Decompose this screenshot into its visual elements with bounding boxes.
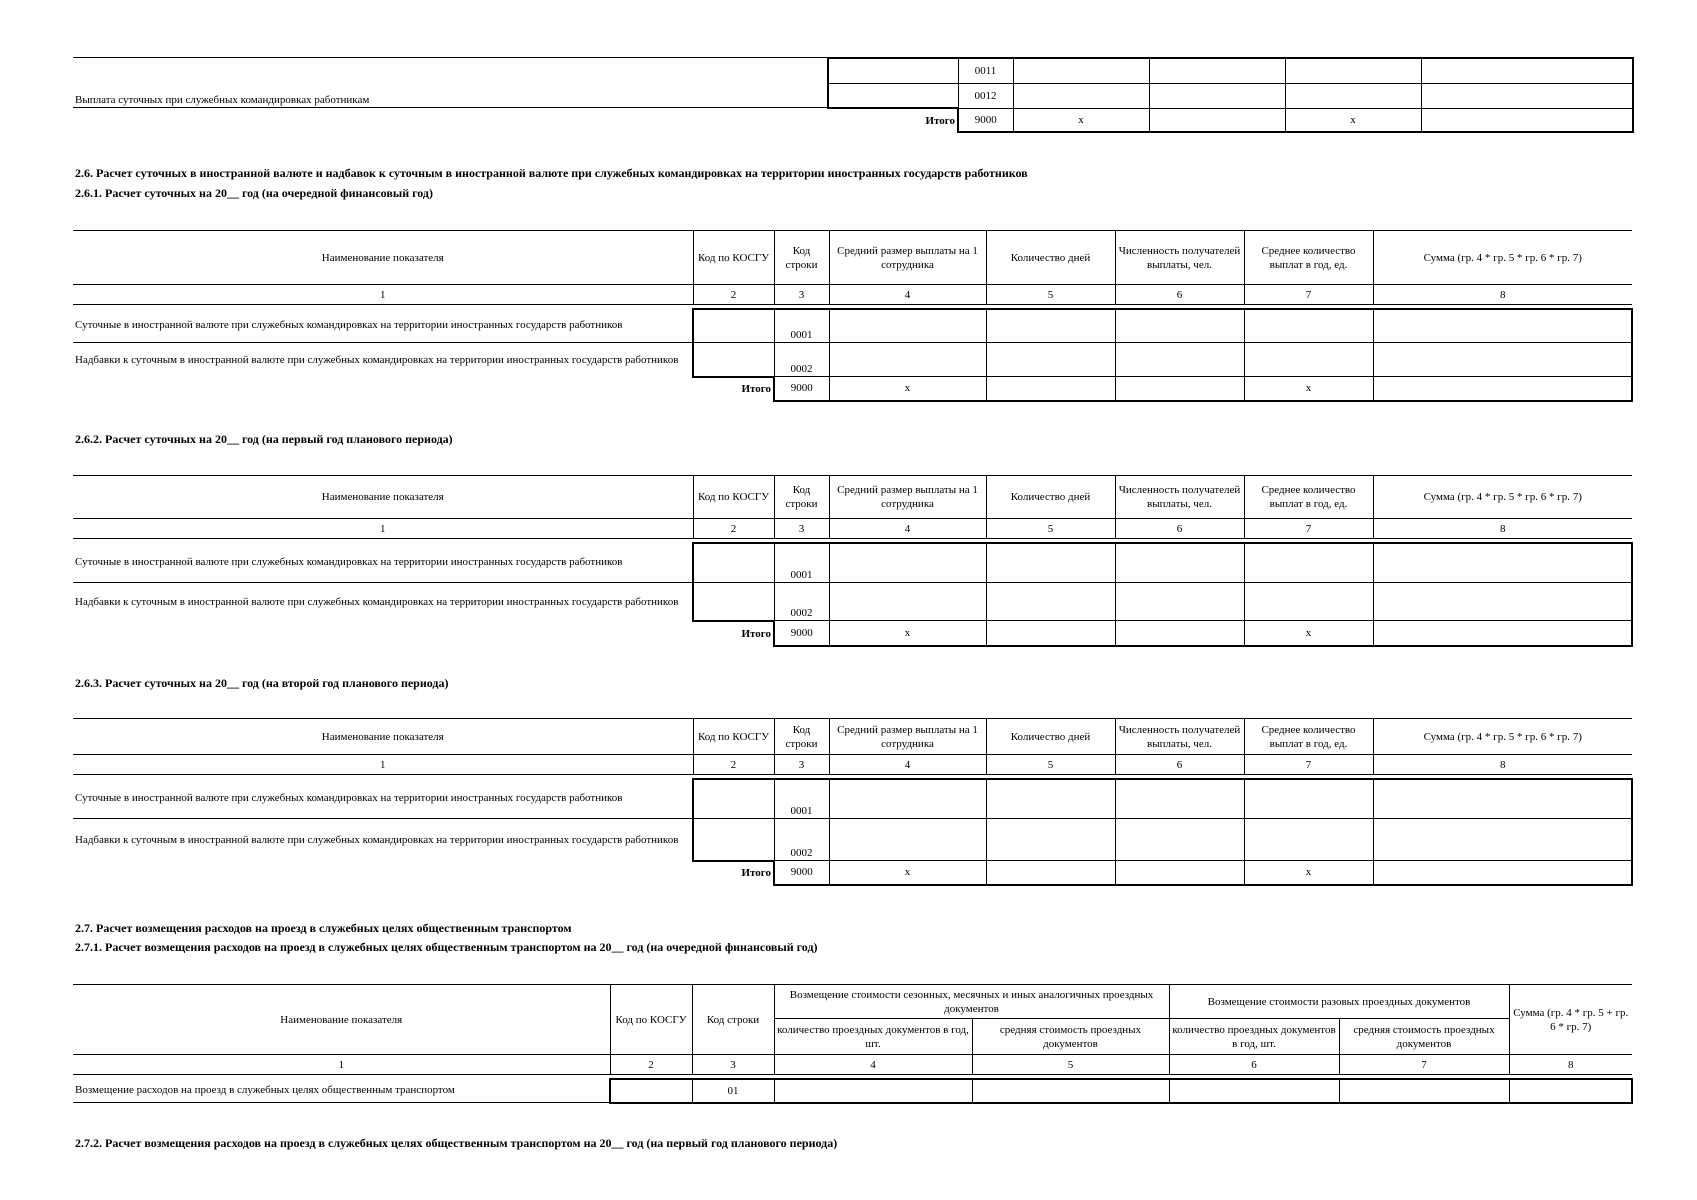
row-allowance-supplement: Надбавки к суточным в иностранной валюте при служебных командировках на территории иностранных государств работников — [75, 595, 679, 608]
data-cell — [972, 1079, 1169, 1103]
data-cell — [1115, 861, 1244, 885]
col-number: 6 — [1115, 285, 1244, 305]
top-cell — [1285, 83, 1421, 108]
col-number: 1 — [73, 1055, 610, 1075]
data-cell — [986, 861, 1115, 885]
kosgu-cell — [693, 309, 774, 343]
subsection-2-6-2-heading: 2.6.2. Расчет суточных на 20__ год (на первый год планового периода) — [75, 432, 453, 446]
data-cell — [1373, 543, 1632, 583]
col-avg-count-header — [1244, 719, 1373, 755]
col-number: 3 — [692, 1055, 774, 1075]
data-cell — [986, 309, 1115, 343]
data-cell — [986, 543, 1115, 583]
top-cell — [828, 83, 958, 108]
table-2-6-3 — [73, 718, 1633, 886]
data-cell — [1169, 1079, 1339, 1103]
data-cell — [1115, 309, 1244, 343]
data-cell — [1244, 583, 1373, 621]
section-2-7-heading: 2.7. Расчет возмещения расходов на проезд в служебных целях общественным транспортом — [75, 921, 572, 935]
group-seasonal-tickets-header: Возмещение стоимости сезонных, месячных и иных аналогичных проездных документов — [774, 985, 1169, 1019]
x-mark: x — [1244, 621, 1373, 646]
kosgu-cell — [693, 779, 774, 819]
col-number: 4 — [829, 519, 986, 539]
data-cell — [1115, 583, 1244, 621]
data-cell — [986, 343, 1115, 377]
subsection-2-6-1-heading: 2.6.1. Расчет суточных на 20__ год (на очередной финансовый год) — [75, 186, 433, 200]
data-cell — [986, 583, 1115, 621]
x-mark: x — [829, 861, 986, 885]
x-mark: x — [1244, 861, 1373, 885]
col-number: 5 — [986, 519, 1115, 539]
x-mark: x — [1013, 108, 1149, 132]
x-mark: x — [829, 377, 986, 401]
data-cell — [1373, 779, 1632, 819]
col-number: 1 — [73, 285, 693, 305]
total-label: Итого — [925, 114, 955, 127]
top-cell — [1421, 108, 1633, 132]
row-daily-allowance: Суточные в иностранной валюте при служебных командировках на территории иностранных государств работников — [73, 309, 693, 343]
section-2-6-heading: 2.6. Расчет суточных в иностранной валюте и надбавок к суточным в иностранной валюте при служебных командировках на территории иностранных государств работников — [75, 166, 1028, 180]
col-number: 5 — [986, 285, 1115, 305]
row-code: 01 — [692, 1079, 774, 1103]
data-cell — [1244, 819, 1373, 861]
top-cell — [1149, 83, 1285, 108]
col-number: 2 — [610, 1055, 692, 1075]
col-number: 8 — [1373, 519, 1632, 539]
top-table — [827, 57, 1634, 133]
row-code: 0002 — [774, 583, 829, 621]
col-number: 1 — [73, 755, 693, 775]
col-recipients-header: Численность получателей выплаты, чел. — [1115, 231, 1244, 285]
col-number: 4 — [829, 285, 986, 305]
col-number: 6 — [1115, 755, 1244, 775]
col-number: 1 — [73, 519, 693, 539]
col-avg-payment-header: Средний размер выплаты на 1 сотрудника — [829, 231, 986, 285]
col-kosgu-header: Код по КОСГУ — [693, 476, 774, 519]
data-cell — [1373, 377, 1632, 401]
data-cell — [986, 377, 1115, 401]
col-name-header: Наименование показателя — [73, 985, 610, 1055]
col-sum-header: Сумма (гр. 4 * гр. 5 + гр. 6 * гр. 7) — [1509, 985, 1632, 1055]
col-avg-count-header: Среднее количество выплат в год, ед. — [1244, 476, 1373, 519]
table-2-7-1 — [73, 984, 1633, 1104]
row-code: 0002 — [774, 819, 829, 861]
row-code: 0001 — [774, 543, 829, 583]
x-mark: x — [1285, 108, 1421, 132]
data-cell — [1244, 543, 1373, 583]
code-0011: 0011 — [958, 58, 1013, 83]
top-cell — [828, 58, 958, 83]
data-cell — [1115, 819, 1244, 861]
col-kosgu-header: Код по КОСГУ — [610, 985, 692, 1055]
col-name-header: Наименование показателя — [73, 719, 693, 755]
col-number: 2 — [693, 285, 774, 305]
subsection-2-7-1-heading: 2.7.1. Расчет возмещения расходов на проезд в служебных целях общественным транспортом на 20__ год (на очередной финансовый год) — [75, 940, 818, 954]
data-cell — [1115, 343, 1244, 377]
code-0012: 0012 — [958, 83, 1013, 108]
top-rule — [73, 57, 828, 58]
col-number: 5 — [972, 1055, 1169, 1075]
col-name-header: Наименование показателя — [73, 231, 693, 285]
col-number: 7 — [1244, 285, 1373, 305]
row-daily-allowance: Суточные в иностранной валюте при служебных командировках на территории иностранных государств работников — [73, 543, 693, 583]
col-days-header: Количество дней — [986, 476, 1115, 519]
kosgu-cell — [693, 583, 774, 621]
col-sum-header: Сумма (гр. 4 * гр. 5 * гр. 6 * гр. 7) — [1373, 719, 1632, 755]
data-cell — [1373, 343, 1632, 377]
total-code: 9000 — [774, 377, 829, 401]
kosgu-cell — [610, 1079, 692, 1103]
col-number: 7 — [1339, 1055, 1509, 1075]
top-cell — [1013, 58, 1149, 83]
col-number: 8 — [1509, 1055, 1632, 1075]
col-kosgu-header: Код по КОСГУ — [693, 719, 774, 755]
row-daily-allowance: Суточные в иностранной валюте при служебных командировках на территории иностранных государств работников — [73, 779, 693, 819]
col-code-header: Код строки — [692, 985, 774, 1055]
col-avg-payment-header: Средний размер выплаты на 1 сотрудника — [829, 719, 986, 755]
data-cell — [1115, 621, 1244, 646]
data-cell — [1373, 309, 1632, 343]
total-label: Итого — [741, 867, 771, 879]
total-code: 9000 — [774, 621, 829, 646]
col-recipients-header-text: Численность получателей выплаты, чел. — [1118, 723, 1241, 750]
col-number: 8 — [1373, 285, 1632, 305]
col-code-header: Код строки — [774, 719, 829, 755]
table-2-6-1 — [73, 230, 1633, 402]
data-cell — [1373, 861, 1632, 885]
data-cell — [829, 819, 986, 861]
col-avg-payment-header: Средний размер выплаты на 1 сотрудника — [829, 476, 986, 519]
col-code-header: Код строки — [774, 231, 829, 285]
x-mark: x — [1244, 377, 1373, 401]
row-label: Выплата суточных при служебных командировках работникам — [75, 94, 370, 106]
total-code: 9000 — [958, 108, 1013, 132]
data-cell — [1244, 343, 1373, 377]
top-row-rule — [73, 107, 828, 108]
col-avg-count-header: Среднее количество выплат в год, ед. — [1244, 231, 1373, 285]
col-days-header: Количество дней — [986, 231, 1115, 285]
data-cell — [986, 621, 1115, 646]
total-label: Итого — [741, 383, 771, 395]
data-cell — [829, 309, 986, 343]
top-cell — [1149, 58, 1285, 83]
col-number: 4 — [829, 755, 986, 775]
row-allowance-supplement: Надбавки к суточным в иностранной валюте при служебных командировках на территории иностранных государств работников — [75, 353, 679, 366]
data-cell — [1373, 819, 1632, 861]
top-cell — [1149, 108, 1285, 132]
data-cell — [986, 819, 1115, 861]
col-seasonal-cost-header: средняя стоимость проездных документов — [972, 1019, 1169, 1055]
top-cell — [1285, 58, 1421, 83]
col-number: 4 — [774, 1055, 972, 1075]
col-recipients-header — [1115, 719, 1244, 755]
col-name-header: Наименование показателя — [73, 476, 693, 519]
col-number: 8 — [1373, 755, 1632, 775]
x-mark: x — [829, 621, 986, 646]
data-cell — [829, 779, 986, 819]
col-single-count-header: количество проездных документов в год, шт. — [1169, 1019, 1339, 1055]
kosgu-cell — [693, 819, 774, 861]
row-code: 0001 — [774, 309, 829, 343]
col-sum-header: Сумма (гр. 4 * гр. 5 * гр. 6 * гр. 7) — [1373, 476, 1632, 519]
col-number: 3 — [774, 519, 829, 539]
data-cell — [986, 779, 1115, 819]
row-allowance-supplement: Надбавки к суточным в иностранной валюте при служебных командировках на территории иностранных государств работников — [75, 833, 679, 846]
col-number: 2 — [693, 755, 774, 775]
total-label: Итого — [741, 627, 771, 640]
data-cell — [1244, 779, 1373, 819]
kosgu-cell — [693, 543, 774, 583]
data-cell — [829, 343, 986, 377]
col-number: 6 — [1169, 1055, 1339, 1075]
col-number: 6 — [1115, 519, 1244, 539]
kosgu-cell — [693, 343, 774, 377]
data-cell — [774, 1079, 972, 1103]
col-avg-count-header-text: Среднее количество выплат в год, ед. — [1261, 723, 1356, 750]
total-code: 9000 — [774, 861, 829, 885]
col-kosgu-header: Код по КОСГУ — [693, 231, 774, 285]
row-code: 0001 — [774, 779, 829, 819]
subsection-2-6-3-heading: 2.6.3. Расчет суточных на 20__ год (на второй год планового периода) — [75, 676, 449, 690]
data-cell — [1115, 779, 1244, 819]
data-cell — [1115, 543, 1244, 583]
data-cell — [1339, 1079, 1509, 1103]
col-number: 7 — [1244, 755, 1373, 775]
top-cell — [1013, 83, 1149, 108]
col-days-header: Количество дней — [986, 719, 1115, 755]
data-cell — [1373, 621, 1632, 646]
table-2-6-2 — [73, 475, 1633, 647]
top-cell — [1421, 83, 1633, 108]
subsection-2-7-2-heading: 2.7.2. Расчет возмещения расходов на проезд в служебных целях общественным транспортом на 20__ год (на первый год планового периода) — [75, 1136, 838, 1150]
col-seasonal-count-header: количество проездных документов в год, шт. — [774, 1019, 972, 1055]
data-cell — [1244, 309, 1373, 343]
data-cell — [829, 543, 986, 583]
col-single-cost-header: средняя стоимость проездных документов — [1339, 1019, 1509, 1055]
row-transport-reimbursement: Возмещение расходов на проезд в служебных целях общественным транспортом — [73, 1079, 610, 1103]
row-code: 0002 — [774, 343, 829, 377]
data-cell — [1509, 1079, 1632, 1103]
col-number: 3 — [774, 755, 829, 775]
col-number: 7 — [1244, 519, 1373, 539]
top-cell — [1421, 58, 1633, 83]
data-cell — [1115, 377, 1244, 401]
col-number: 2 — [693, 519, 774, 539]
col-number: 5 — [986, 755, 1115, 775]
col-recipients-header: Численность получателей выплаты, чел. — [1115, 476, 1244, 519]
data-cell — [1373, 583, 1632, 621]
col-number: 3 — [774, 285, 829, 305]
group-single-tickets-header: Возмещение стоимости разовых проездных документов — [1169, 985, 1509, 1019]
data-cell — [829, 583, 986, 621]
col-code-header: Код строки — [774, 476, 829, 519]
col-sum-header: Сумма (гр. 4 * гр. 5 * гр. 6 * гр. 7) — [1373, 231, 1632, 285]
